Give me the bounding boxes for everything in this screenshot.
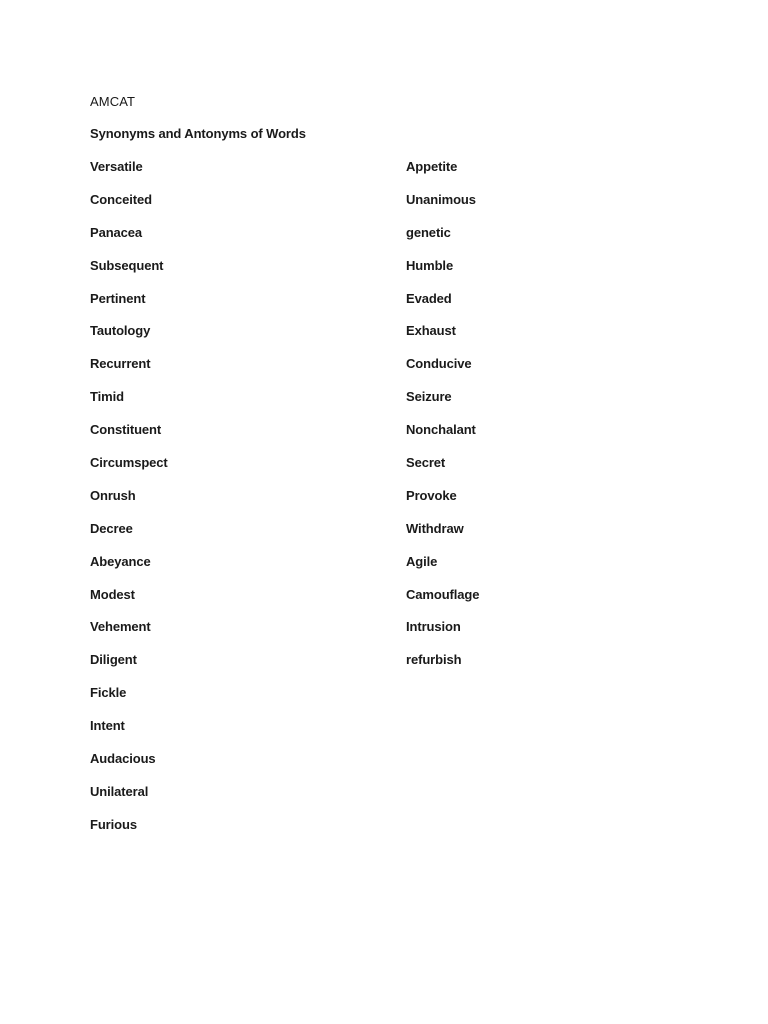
word-item: Camouflage [406, 586, 480, 602]
word-item: Agile [406, 553, 438, 569]
word-item: Onrush [90, 487, 136, 503]
word-item: Vehement [90, 619, 151, 635]
word-item: genetic [406, 224, 451, 240]
word-item: Appetite [406, 159, 458, 174]
word-item: Humble [406, 257, 454, 273]
word-item: Abeyance [90, 553, 151, 569]
word-item: Nonchalant [406, 422, 476, 438]
document-subtitle: Synonyms and Antonyms of Words [90, 126, 306, 141]
word-item: Provoke [406, 487, 457, 503]
word-item: Pertinent [90, 290, 146, 306]
word-item: Unilateral [90, 783, 149, 799]
word-item: Versatile [90, 159, 143, 174]
word-item: Secret [406, 455, 446, 471]
word-item: Recurrent [90, 356, 151, 372]
word-item: Diligent [90, 652, 137, 668]
word-item: Withdraw [406, 520, 464, 536]
word-list-right [406, 159, 479, 685]
word-item: Tautology [90, 323, 151, 339]
word-item: Conceited [90, 191, 152, 207]
word-item: Subsequent [90, 257, 164, 273]
word-item: Decree [90, 520, 133, 536]
word-item: Audacious [90, 751, 156, 767]
word-item: Evaded [406, 290, 452, 306]
word-list-left [90, 159, 168, 850]
word-item: Fickle [90, 685, 127, 701]
document-title: AMCAT [90, 94, 136, 109]
word-item: Modest [90, 586, 135, 602]
word-item: Constituent [90, 422, 162, 438]
word-item: Conducive [406, 356, 472, 372]
word-item: Unanimous [406, 191, 476, 207]
word-item: Timid [90, 389, 124, 405]
word-item: Circumspect [90, 455, 168, 471]
word-item: Panacea [90, 224, 143, 240]
word-item: Intent [90, 718, 125, 734]
word-item: Exhaust [406, 323, 456, 339]
word-item: refurbish [406, 652, 462, 668]
word-item: Intrusion [406, 619, 461, 635]
word-item: Furious [90, 816, 137, 832]
word-item: Seizure [406, 389, 452, 405]
